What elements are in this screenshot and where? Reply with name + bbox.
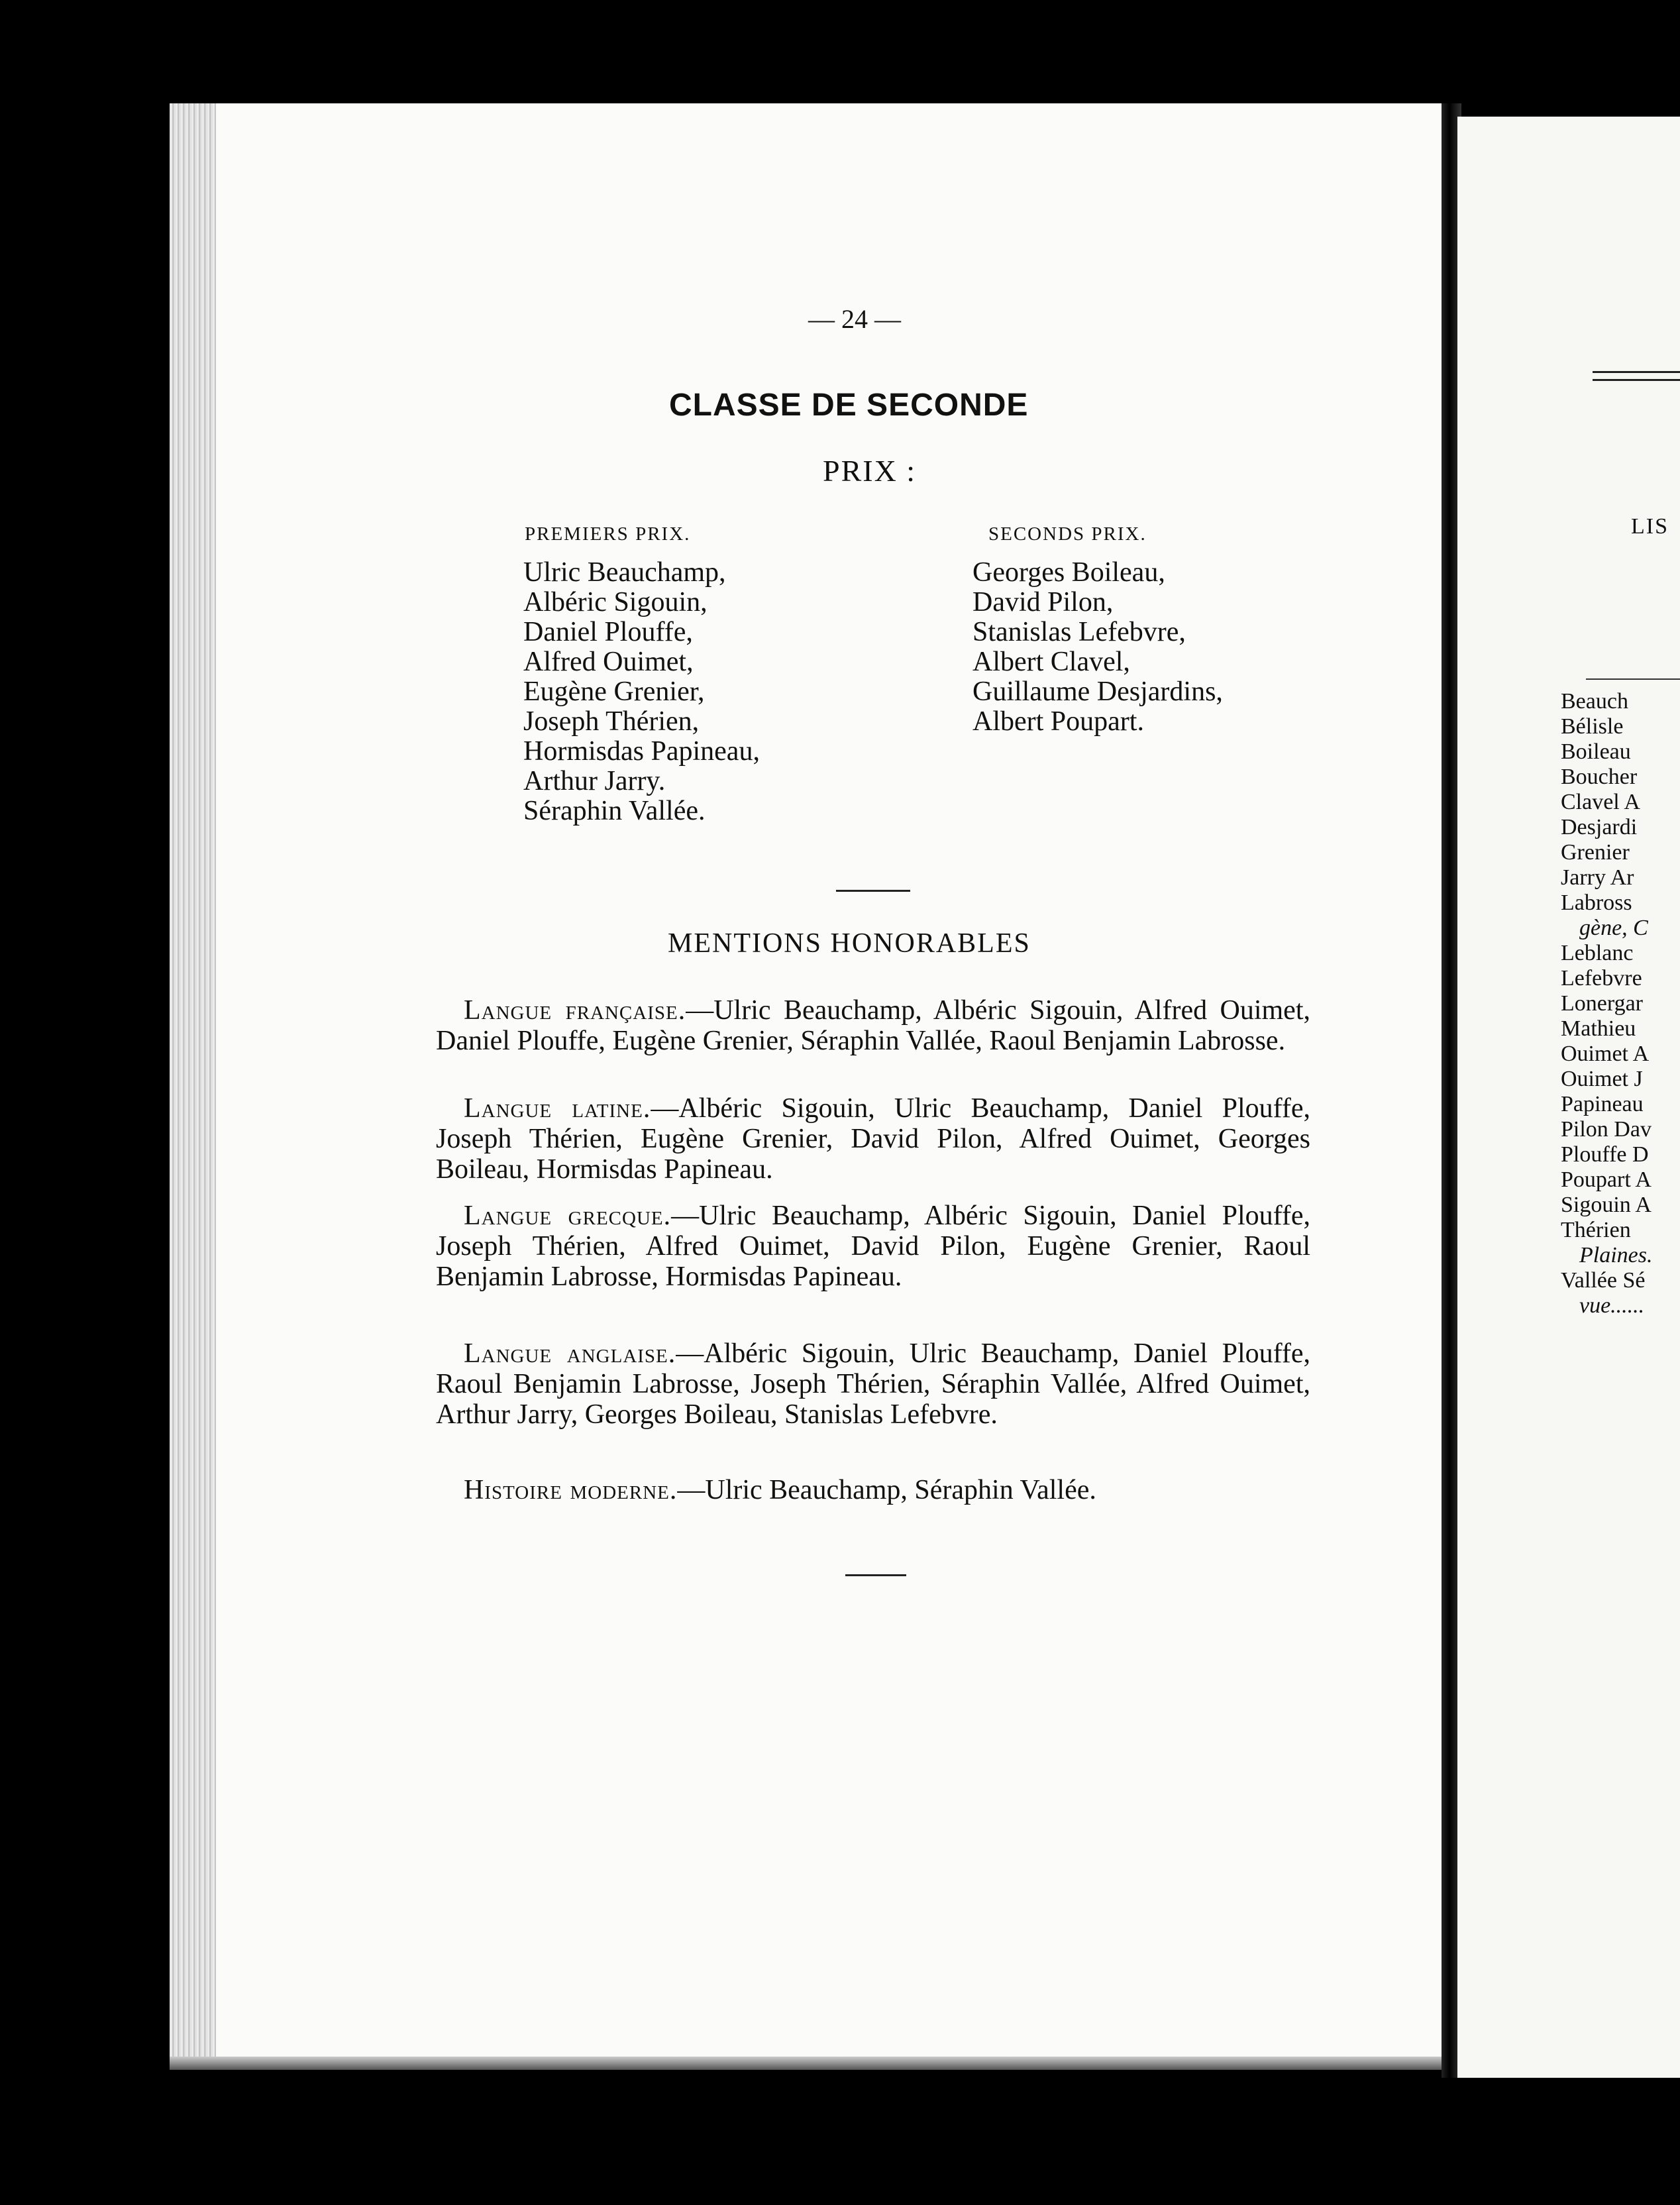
next-page-table-rule — [1586, 678, 1680, 680]
list-item: Ouimet A — [1561, 1042, 1650, 1066]
list-item: Lefebvre — [1561, 966, 1642, 991]
mention-label: Histoire moderne. — [464, 1475, 678, 1505]
list-item: Séraphin Vallée. — [523, 796, 706, 826]
list-item: Boucher — [1561, 765, 1638, 789]
mention-label: Langue latine. — [464, 1093, 651, 1124]
premiers-prix-heading: PREMIERS PRIX. — [525, 523, 691, 545]
list-item: Albert Clavel, — [972, 647, 1130, 677]
end-divider — [845, 1574, 906, 1576]
list-item: Clavel A — [1561, 790, 1640, 814]
prix-heading: PRIX : — [823, 454, 917, 488]
list-item: Grenier — [1561, 840, 1630, 865]
seconds-prix-heading: SECONDS PRIX. — [988, 523, 1147, 545]
list-item: Leblanc — [1561, 941, 1634, 965]
list-item: Georges Boileau, — [972, 557, 1165, 588]
page-shadow — [170, 2057, 1457, 2070]
next-page-list — [1561, 689, 1652, 1318]
list-item: Thérien — [1561, 1218, 1631, 1242]
list-item: Labross — [1561, 890, 1632, 915]
list-item: Joseph Thérien, — [523, 706, 700, 737]
page-number: — 24 — — [808, 304, 901, 334]
list-item: Pilon Dav — [1561, 1117, 1652, 1142]
list-item: Ulric Beauchamp, — [523, 557, 726, 588]
mention-text: —Ulric Beauchamp, Albéric Sigouin, Alfred Ouimet, Daniel Plouffe, Eugène Grenier, Séraphin Vallée, Raoul Benjamin Labrosse. — [436, 995, 1310, 1056]
page-title: CLASSE DE SECONDE — [669, 388, 1029, 423]
mention-text: —Ulric Beauchamp, Albéric Sigouin, Daniel Plouffe, Joseph Thérien, Alfred Ouimet, David Pilon, Eugène Grenier, Raoul Benjamin Labrosse, Hormisdas Papineau. — [436, 1201, 1310, 1292]
mention-paragraph — [436, 1093, 1310, 1185]
mention-paragraph — [436, 1201, 1310, 1292]
list-item: Jarry Ar — [1561, 865, 1634, 890]
mention-label: Langue anglaise. — [464, 1338, 676, 1369]
mention-paragraph — [436, 1338, 1310, 1430]
list-item: Stanislas Lefebvre, — [972, 617, 1186, 647]
list-item: Alfred Ouimet, — [523, 647, 694, 677]
list-item: Eugène Grenier, — [523, 676, 705, 707]
next-page-rule — [1593, 379, 1680, 381]
list-item: Plaines. — [1579, 1243, 1653, 1267]
list-item: Plouffe D — [1561, 1142, 1649, 1167]
list-item: Beauch — [1561, 689, 1628, 714]
list-item: vue...... — [1579, 1293, 1645, 1318]
list-item: Ouimet J — [1561, 1067, 1643, 1091]
list-item: Sigouin A — [1561, 1193, 1652, 1217]
list-item: Daniel Plouffe, — [523, 617, 693, 647]
mention-text: —Ulric Beauchamp, Séraphin Vallée. — [677, 1475, 1096, 1505]
list-item: Guillaume Desjardins, — [972, 676, 1223, 707]
list-item: Desjardi — [1561, 815, 1638, 839]
list-item: Albert Poupart. — [972, 706, 1144, 737]
list-item: Albéric Sigouin, — [523, 587, 708, 618]
list-item: gène, C — [1579, 916, 1648, 940]
list-item: Arthur Jarry. — [523, 766, 666, 796]
seconds-prix-list — [972, 558, 1223, 737]
premiers-prix-list — [523, 558, 760, 826]
mention-paragraph — [436, 1475, 1310, 1505]
list-item: Mathieu — [1561, 1016, 1636, 1041]
mention-text: —Albéric Sigouin, Ulric Beauchamp, Daniel Plouffe, Joseph Thérien, Eugène Grenier, David Pilon, Alfred Ouimet, Georges Boileau, Hormisdas Papineau. — [436, 1093, 1310, 1185]
next-page-heading: LIS — [1631, 514, 1669, 539]
section-divider — [836, 890, 910, 892]
next-page-rule — [1593, 371, 1680, 373]
list-item: Bélisle — [1561, 714, 1624, 739]
list-item: Lonergar — [1561, 991, 1643, 1016]
list-item: Papineau — [1561, 1092, 1644, 1116]
list-item: Poupart A — [1561, 1167, 1652, 1192]
list-item: Hormisdas Papineau, — [523, 736, 760, 767]
mention-label: Langue grecque. — [464, 1201, 672, 1231]
mention-text: —Albéric Sigouin, Ulric Beauchamp, Daniel Plouffe, Raoul Benjamin Labrosse, Joseph Thérien, Séraphin Vallée, Alfred Ouimet, Arthur Jarry, Georges Boileau, Stanislas Lefebvre. — [436, 1338, 1310, 1430]
mention-paragraph — [436, 995, 1310, 1056]
list-item: Vallée Sé — [1561, 1268, 1646, 1293]
list-item: Boileau — [1561, 739, 1631, 764]
page-edge-stack — [170, 103, 216, 2070]
mentions-heading: MENTIONS HONORABLES — [668, 928, 1031, 959]
mention-label: Langue française. — [464, 995, 686, 1026]
list-item: David Pilon, — [972, 587, 1114, 618]
